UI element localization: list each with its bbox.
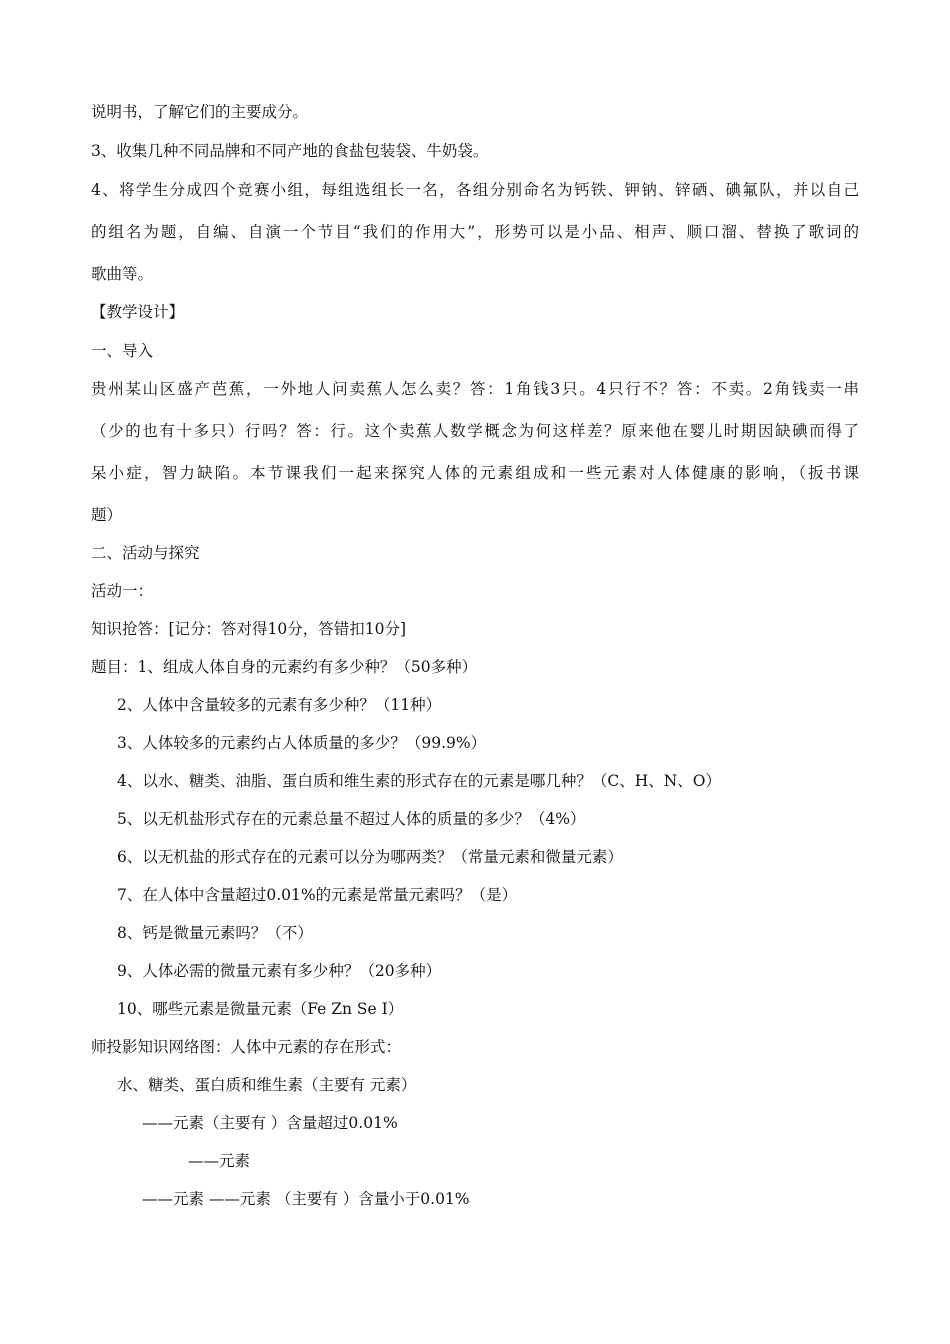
intro-line-4: 题） — [91, 506, 123, 524]
question-item: 2、人体中含量较多的元素有多少种？（11种） — [117, 696, 442, 714]
question-item: 题目：1、组成人体自身的元素约有多少种？（50多种） — [91, 658, 478, 676]
activity-one-heading: 活动一： — [91, 582, 154, 600]
question-item: 3、人体较多的元素约占人体质量的多少？（99.9%） — [117, 734, 487, 752]
question-item: 6、以无机盐的形式存在的元素可以分为哪两类？（常量元素和微量元素） — [117, 848, 623, 866]
question-item: 4、以水、糖类、油脂、蛋白质和维生素的形式存在的元素是哪几种？（C、H、N、O） — [117, 772, 722, 790]
section-heading-intro: 一、导入 — [91, 342, 154, 360]
section-heading-teaching-design: 【教学设计】 — [91, 303, 185, 321]
prep-line-4: 的组名为题，自编、自演一个节目“我们的作用大”，形势可以是小品、相声、顺口溜、替换了歌词的 — [91, 223, 859, 241]
network-line-4: ——元素 ——元素 （主要有 ）含量小于0.01% — [142, 1190, 470, 1208]
prep-line-5: 歌曲等。 — [91, 265, 154, 283]
section-heading-activity: 二、活动与探究 — [91, 544, 200, 562]
prep-line-2: 3、收集几种不同品牌和不同产地的食盐包装袋、牛奶袋。 — [91, 142, 489, 160]
question-item: 5、以无机盐形式存在的元素总量不超过人体的质量的多少？（4%） — [117, 810, 586, 828]
question-item: 9、人体必需的微量元素有多少种？（20多种） — [117, 962, 442, 980]
intro-line-1: 贵州某山区盛产芭蕉，一外地人问卖蕉人怎么卖？答：1角钱3只。4只行不？答：不卖。2角钱卖一串 — [91, 380, 859, 398]
network-line-3: ——元素 — [188, 1152, 251, 1170]
network-line-1: 水、糖类、蛋白质和维生素（主要有 元素） — [117, 1076, 417, 1094]
network-heading: 师投影知识网络图：人体中元素的存在形式： — [91, 1038, 402, 1056]
intro-line-3: 呆小症，智力缺陷。本节课我们一起来探究人体的元素组成和一些元素对人体健康的影响，（扳书课 — [91, 464, 859, 482]
scoring-rule: 知识抢答：[记分：答对得10分，答错扣10分] — [91, 620, 407, 638]
question-item: 10、哪些元素是微量元素（Fe Zn Se I） — [117, 1000, 404, 1018]
question-item: 7、在人体中含量超过0.01%的元素是常量元素吗？（是） — [117, 886, 518, 904]
intro-line-2: （少的也有十多只）行吗？答：行。这个卖蕉人数学概念为何这样差？原来他在婴儿时期因缺碘而得了 — [91, 422, 859, 440]
network-line-2: ——元素（主要有 ）含量超过0.01% — [142, 1114, 398, 1132]
prep-line-1: 说明书，了解它们的主要成分。 — [91, 103, 309, 121]
prep-line-3: 4、将学生分成四个竞赛小组，每组选组长一名，各组分别命名为钙铁、钾钠、锌硒、碘氟队，并以自己 — [91, 181, 859, 199]
question-item: 8、钙是微量元素吗？（不） — [117, 924, 313, 942]
